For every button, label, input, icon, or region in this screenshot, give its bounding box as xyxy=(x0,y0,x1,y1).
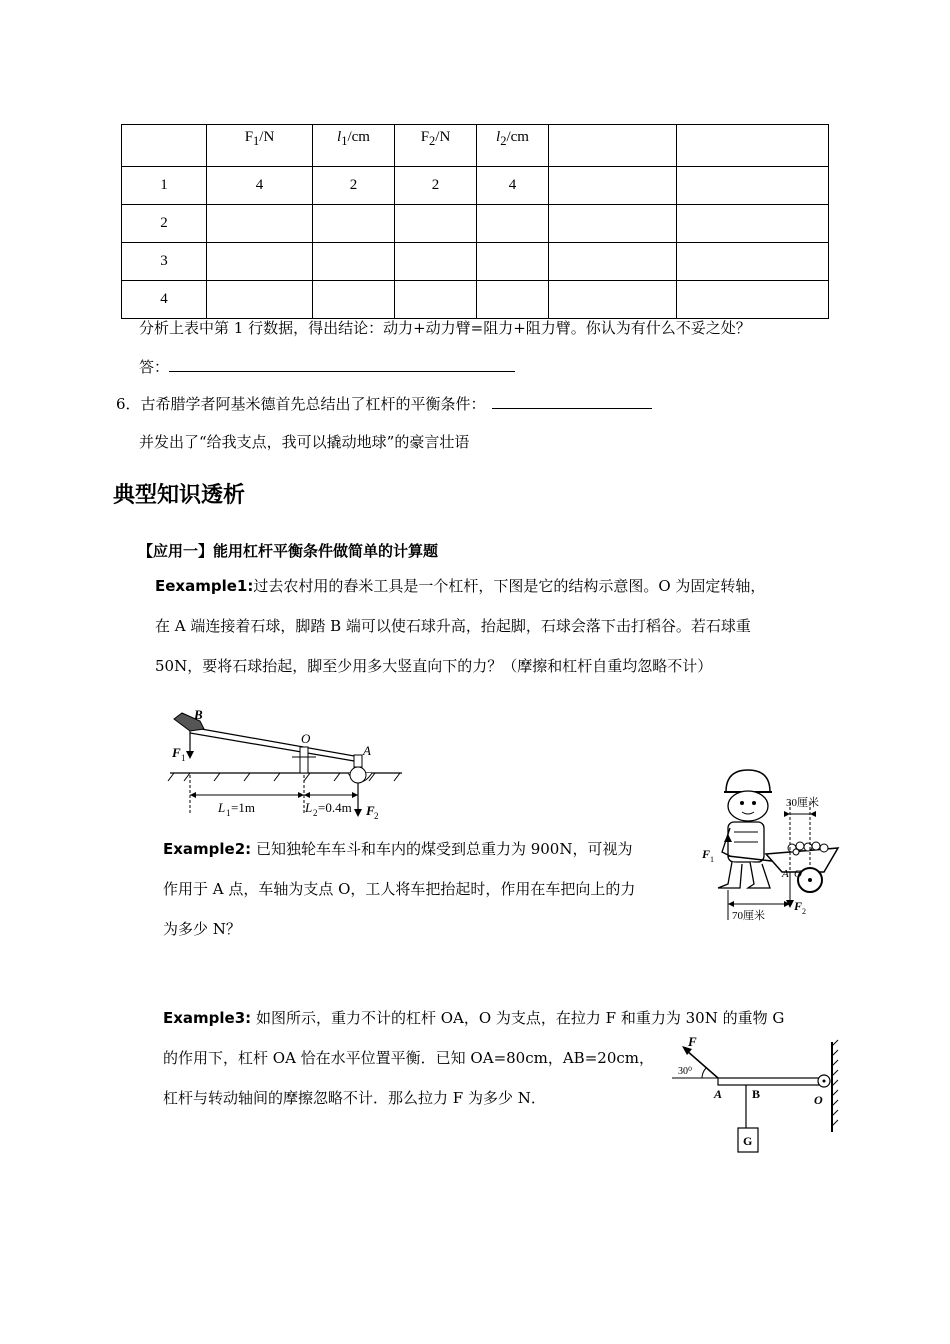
label-o: O xyxy=(794,868,802,880)
label-f1-sub: 1 xyxy=(710,855,714,864)
table-row xyxy=(122,281,829,319)
table-cell xyxy=(549,167,677,205)
answer-blank[interactable] xyxy=(169,357,515,372)
table-cell xyxy=(677,205,829,243)
table-cell xyxy=(677,281,829,319)
example-line: 已知独轮车车斗和车内的煤受到总重力为 900N，可视为 xyxy=(255,840,633,858)
application-title: 能用杠杆平衡条件做简单的计算题 xyxy=(213,542,439,560)
table-cell xyxy=(395,205,477,243)
label-a: A xyxy=(714,1087,723,1101)
application-label: 【应用一】 xyxy=(138,542,214,560)
table-row xyxy=(122,243,829,281)
table-cell xyxy=(395,281,477,319)
question-6-line2: 并发出了“给我支点，我可以撬动地球”的豪言壮语 xyxy=(139,433,470,451)
table-cell xyxy=(395,243,477,281)
label-l1: L xyxy=(218,800,226,815)
table-cell xyxy=(207,205,313,243)
label-l2-value: =0.4m xyxy=(318,800,352,815)
label-l2-sub: 2 xyxy=(313,808,318,818)
table-header xyxy=(677,125,829,167)
question-number: 6． xyxy=(116,395,141,413)
table-cell: 2 xyxy=(313,167,395,205)
table-cell: 2 xyxy=(122,205,207,243)
example-line: 如图所示，重力不计的杠杆 OA，O 为支点，在拉力 F 和重力为 30N 的重物 G xyxy=(255,1009,785,1027)
analysis-question: 分析上表中第 1 行数据，得出结论：动力+动力臂=阻力+阻力臂。你认为有什么不妥之处？ xyxy=(139,319,751,337)
table-cell xyxy=(207,243,313,281)
table-header: $F_1/N$ xyxy=(207,125,313,167)
table-header xyxy=(549,125,677,167)
label-f: F xyxy=(688,1034,697,1049)
label-f2: F xyxy=(366,803,375,818)
example-line: 50N，要将石球抬起，脚至少用多大竖直向下的力？（摩擦和杠杆自重均忽略不计） xyxy=(155,657,713,675)
example-line: 在 A 端连接着石球，脚踏 B 端可以使石球升高，抬起脚，石球会落下击打稻谷。若石球重 xyxy=(155,617,751,635)
table-cell xyxy=(549,243,677,281)
table-cell: 4 xyxy=(207,167,313,205)
example-line: 杠杆与转动轴间的摩擦忽略不计．那么拉力 F 为多少 N． xyxy=(163,1089,546,1107)
label-b: B xyxy=(752,1087,761,1101)
label-30cm: 30厘米 xyxy=(786,797,819,809)
application-heading xyxy=(138,540,438,561)
table-header: $l_1/cm$ xyxy=(313,125,395,167)
label-o: O xyxy=(814,1093,823,1107)
label-f2-sub: 2 xyxy=(374,811,379,821)
table-header-row xyxy=(122,125,829,167)
label-f1-sub: 1 xyxy=(181,753,186,763)
table-header: $l_2/cm$ xyxy=(477,125,549,167)
example-line: 过去农村用的舂米工具是一个杠杆，下图是它的结构示意图。O 为固定转轴， xyxy=(253,577,766,595)
label-f1: F xyxy=(172,745,181,760)
section-title: 典型知识透析 xyxy=(113,483,246,508)
question-text: 古希腊学者阿基米德首先总结出了杠杆的平衡条件： xyxy=(140,395,486,413)
label-b: B xyxy=(194,707,203,722)
label-l1-value: =1m xyxy=(231,800,255,815)
question-6 xyxy=(116,394,652,414)
label-f2-sub: 2 xyxy=(802,907,806,916)
label-o: O xyxy=(301,731,311,746)
experiment-table xyxy=(121,124,829,319)
answer-label: 答： xyxy=(139,358,170,376)
label-f2: F xyxy=(794,899,803,913)
label-a: A xyxy=(782,868,789,880)
table-cell: 4 xyxy=(477,167,549,205)
table-cell xyxy=(549,205,677,243)
example1-text xyxy=(155,566,845,686)
example2-text xyxy=(163,829,688,949)
label-a: A xyxy=(363,743,371,758)
label-f1: F xyxy=(702,847,711,861)
table-cell: 2 xyxy=(395,167,477,205)
table-cell xyxy=(549,281,677,319)
answer-row xyxy=(139,357,515,377)
example-label: Example3: xyxy=(163,1009,252,1027)
table-cell xyxy=(677,167,829,205)
label-l1-sub: 1 xyxy=(226,808,231,818)
table-cell xyxy=(477,281,549,319)
label-g: G xyxy=(743,1134,753,1148)
table-row xyxy=(122,167,829,205)
table-cell xyxy=(677,243,829,281)
example-label: Example2: xyxy=(163,840,252,858)
example-line: 的作用下，杠杆 OA 恰在水平位置平衡．已知 OA=80cm，AB=20cm， xyxy=(163,1049,654,1067)
table-cell xyxy=(207,281,313,319)
table-header xyxy=(122,125,207,167)
wheelbarrow-figure xyxy=(700,762,845,922)
example-label: Eexample1: xyxy=(155,577,254,595)
table-cell: 1 xyxy=(122,167,207,205)
table-cell xyxy=(477,243,549,281)
answer-blank[interactable] xyxy=(492,394,652,409)
lever-oa-figure xyxy=(672,1032,842,1160)
table-row xyxy=(122,205,829,243)
table-cell: 3 xyxy=(122,243,207,281)
lever-pounder-figure xyxy=(160,705,410,825)
table-cell xyxy=(313,243,395,281)
table-cell xyxy=(477,205,549,243)
table-cell xyxy=(313,205,395,243)
label-angle: 30⁰ xyxy=(678,1066,693,1077)
table-cell xyxy=(313,281,395,319)
example-line: 为多少 N？ xyxy=(163,920,241,938)
example-line: 作用于 A 点，车轴为支点 O，工人将车把抬起时，作用在车把向上的力 xyxy=(163,880,636,898)
label-l2: L xyxy=(305,800,313,815)
table-cell: 4 xyxy=(122,281,207,319)
label-70cm: 70厘米 xyxy=(732,910,765,922)
table-header: $F_2/N$ xyxy=(395,125,477,167)
